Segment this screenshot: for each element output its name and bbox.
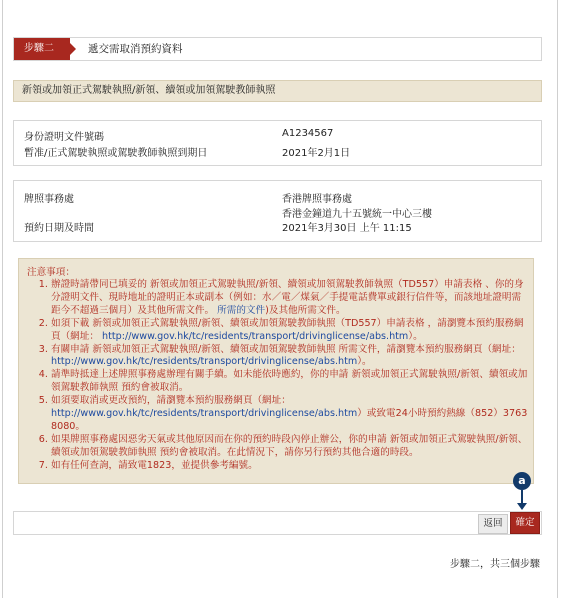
note-text: 如須要取消或更改預約，請瀏覽本預約服務網頁（網址：: [51, 395, 291, 407]
step-title: 遞交需取消預約資料: [88, 43, 183, 55]
office-name: 香港牌照事務處: [282, 194, 352, 205]
note-text: ）或致電24小時預約熱線（852）3763 8080。: [51, 408, 528, 432]
appointment-box: [13, 180, 542, 242]
note-text: ）。: [408, 330, 423, 342]
callout-marker: a: [513, 472, 531, 490]
office-label: 牌照事務處: [24, 194, 74, 205]
identity-box: [13, 120, 542, 166]
appointment-datetime-value: 2021年3月30日 上午 11:15: [282, 223, 412, 234]
note-item: [51, 318, 529, 344]
note-item: 6. 如果牌照事務處因惡劣天氣或其他原因而在你的預約時段內停止辦公，你的申請 新領或加領正式駕駛執照/新領、續領或加領駕駛教師執照 預約會被取消。在此情況下，請你另行預約其他合適的時段。: [51, 434, 529, 460]
booking-url-link[interactable]: http://www.gov.hk/tc/residents/transport/drivinglicense/abs.htm: [102, 330, 409, 342]
note-text: ）。: [357, 356, 372, 368]
action-bar: [13, 511, 542, 535]
booking-url-link[interactable]: http://www.gov.hk/tc/residents/transport/drivinglicense/abs.htm: [51, 408, 358, 420]
office-address: 香港金鐘道九十五號統一中心三樓: [282, 209, 432, 220]
licence-expiry-label: 暫准/正式駕駛執照或駕駛教師執照到期日: [24, 148, 208, 159]
appointment-datetime-label: 預約日期及時間: [24, 223, 94, 234]
step-progress-text: 步驟二，共三個步驟: [450, 559, 540, 570]
note-text: 如須下載 新領或加領正式駕駛執照/新領、續領或加領駕駛教師執照（TD557）申請表格 ，請瀏覽本預約服務網頁（網址：: [51, 317, 524, 342]
note-text: )及其他所需文件。: [265, 304, 346, 316]
step-badge: 步驟二: [14, 38, 70, 60]
back-button[interactable]: 返回: [478, 514, 508, 534]
callout-arrow-line: [521, 490, 523, 504]
note-item: 4. 請準時抵達上述牌照事務處辦理有關手續。如未能依時應約，你的申請 新領或加領正式駕駛執照/新領、續領或加領駕駛教師執照 預約會被取消。: [51, 369, 529, 395]
note-text: 有關申請 新領或加領正式駕駛執照/新領、續領或加領駕駛教師執照 所需文件，請瀏覽本預約服務網頁（網址：: [51, 343, 521, 355]
notes-panel: [18, 258, 534, 484]
note-item: [51, 279, 529, 318]
licence-type-bar: 新領或加領正式駕駛執照/新領、續領或加領駕駛教師執照: [13, 80, 542, 102]
note-item: 7. 如有任何查詢，請致電1823，並提供參考編號。: [51, 460, 529, 473]
id-number-label: 身份證明文件號碼: [24, 132, 104, 143]
note-text: 辦證時請帶同已填妥的 新領或加領正式駕駛執照/新領、續領或加領駕駛教師執照（TD557）申請表格 、你的身分證明文件、現時地址的證明正本或副本（例如：水／電／煤氣／手提電話費單或銀行信件等，而該地址證明需距今不超過三個月）及其他所需文件。: [51, 279, 524, 316]
required-documents-link[interactable]: 所需的文件: [217, 304, 266, 316]
step-header: [13, 37, 542, 61]
notes-title: 注意事項：: [27, 267, 75, 278]
callout-arrow-head: [517, 503, 527, 510]
note-item: [51, 344, 529, 370]
licence-expiry-value: 2021年2月1日: [282, 148, 351, 159]
note-item: [51, 395, 529, 434]
id-number-value: A1234567: [282, 128, 334, 139]
confirm-button[interactable]: 確定: [510, 512, 540, 534]
notes-list: [27, 279, 529, 473]
booking-url-link[interactable]: http://www.gov.hk/tc/residents/transport/drivinglicense/abs.htm: [51, 356, 358, 368]
